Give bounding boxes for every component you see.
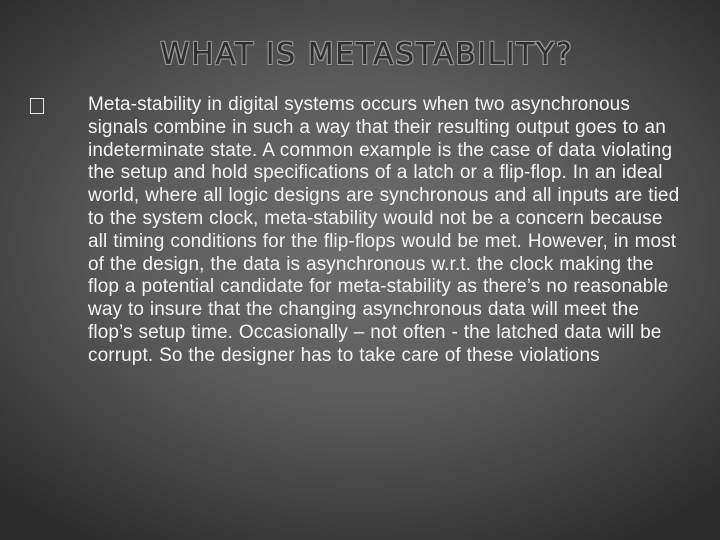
bullet-text: Meta-stability in digital systems occurs when two asynchronous signals combine in such a way that their resulting output goes to an indeterminate state. A common example is the case of data violating the setup and hold specifications of a latch or a flip-flop. In an ideal world, where all logic designs are synchronous and all inputs are tied to the system clock, meta-stability would not be a concern because all timing conditions for the flip-flops would be met. However, in most of the design, the data is asynchronous w.r.t. the clock making the flop a potential candidate for meta-stability as there’s no reasonable way to insure that the changing asynchronous data will meet the flop’s setup time. Occasionally – not often - the latched data will be corrupt. So the designer has to take care of these violations — [88, 94, 680, 366]
bullet-item — [30, 94, 680, 368]
box-bullet-icon — [30, 98, 44, 114]
slide-title: WHAT IS METASTABILITY? — [160, 37, 574, 72]
